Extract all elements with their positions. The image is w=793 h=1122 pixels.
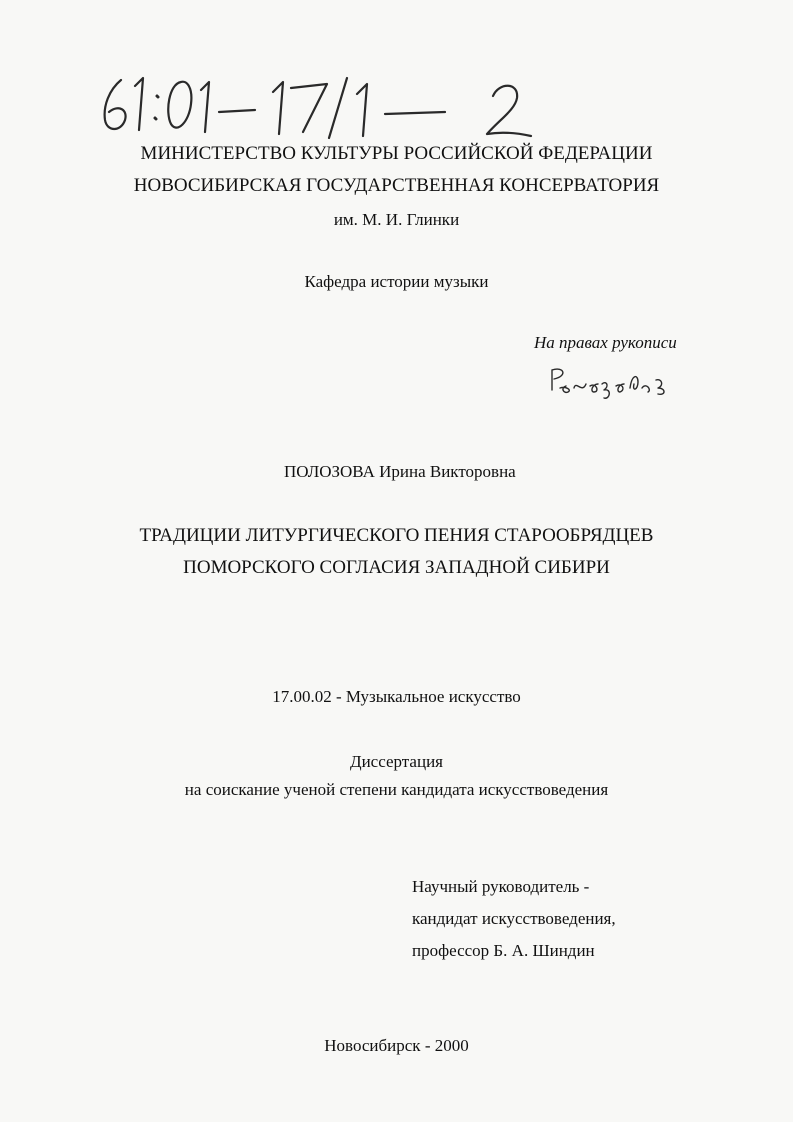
author-name: ПОЛОЗОВА Ирина Викторовна bbox=[284, 462, 516, 481]
dissertation-title-line-2: ПОМОРСКОГО СОГЛАСИЯ ЗАПАДНОЙ СИБИРИ bbox=[183, 557, 610, 578]
supervisor-line-2: кандидат искусствоведения, bbox=[412, 909, 616, 928]
city-year-footer: Новосибирск - 2000 bbox=[324, 1036, 469, 1055]
department-line: Кафедра истории музыки bbox=[304, 272, 489, 291]
named-after-line: им. М. И. Глинки bbox=[333, 210, 460, 229]
dissertation-title-line-1: ТРАДИЦИИ ЛИТУРГИЧЕСКОГО ПЕНИЯ СТАРООБРЯДЦЕВ bbox=[139, 525, 654, 546]
manuscript-note: На правах рукописи bbox=[534, 333, 677, 352]
work-type-line-2: на соискание ученой степени кандидата искусствоведения bbox=[184, 780, 609, 799]
institution-heading: НОВОСИБИРСКАЯ ГОСУДАРСТВЕННАЯ КОНСЕРВАТОРИЯ bbox=[133, 175, 660, 196]
supervisor-line-1: Научный руководитель - bbox=[412, 877, 590, 896]
supervisor-line-3: профессор Б. А. Шиндин bbox=[412, 941, 595, 960]
work-type-line-1: Диссертация bbox=[349, 752, 443, 771]
handwritten-archive-code bbox=[95, 72, 545, 142]
ministry-heading: МИНИСТЕРСТВО КУЛЬТУРЫ РОССИЙСКОЙ ФЕДЕРАЦИИ bbox=[140, 143, 653, 164]
specialty-code: 17.00.02 - Музыкальное искусство bbox=[272, 687, 521, 706]
handwritten-signature bbox=[546, 360, 676, 400]
